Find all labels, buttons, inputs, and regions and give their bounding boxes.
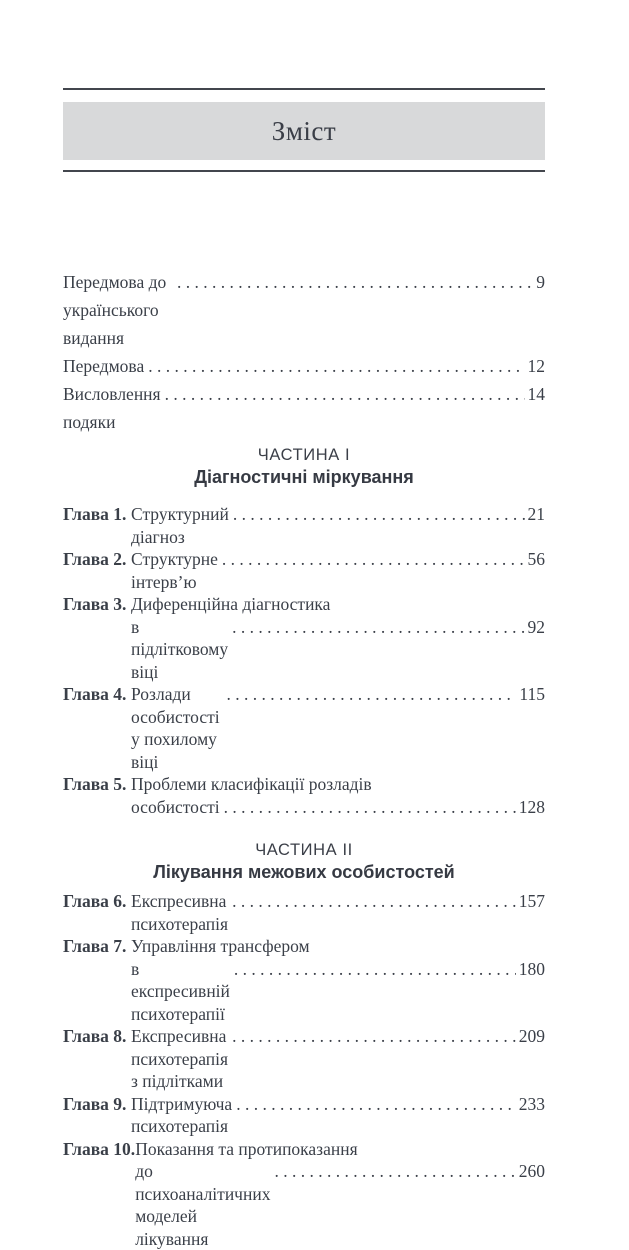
chapter-title-block bbox=[135, 1138, 545, 1250]
chapter-title-block bbox=[131, 683, 545, 773]
header-rule-bottom bbox=[63, 170, 545, 172]
toc-line bbox=[131, 1093, 545, 1138]
chapter-title-text: до психоаналітичних моделей лікування bbox=[135, 1160, 270, 1250]
chapter-number-label: Глава 8. bbox=[63, 1025, 131, 1048]
title-band bbox=[63, 102, 545, 160]
chapter-title-text: Структурне інтерв’ю bbox=[131, 548, 218, 593]
toc-line bbox=[63, 380, 545, 436]
chapter-title-text: в експресивній психотерапії bbox=[131, 958, 230, 1026]
toc-line bbox=[135, 1160, 545, 1250]
chapter-entry bbox=[63, 773, 545, 818]
chapter-title-block bbox=[131, 593, 545, 683]
dot-leader bbox=[177, 268, 533, 296]
chapter-number-label: Глава 9. bbox=[63, 1093, 131, 1116]
chapter-page-number: 209 bbox=[519, 1025, 545, 1048]
toc-line bbox=[63, 352, 545, 380]
chapter-title-block bbox=[131, 890, 545, 935]
chapter-title-block bbox=[131, 548, 545, 593]
front-matter-title: Передмова до українського видання bbox=[63, 268, 173, 352]
toc-line bbox=[131, 958, 545, 1026]
chapter-entry bbox=[63, 503, 545, 548]
toc-line bbox=[131, 890, 545, 935]
dot-leader bbox=[232, 1025, 516, 1048]
dot-leader bbox=[165, 380, 525, 408]
front-matter-page-number: 9 bbox=[536, 268, 545, 296]
chapter-title-text: Структурний діагноз bbox=[131, 503, 229, 548]
part-title: Лікування межових особистостей bbox=[63, 860, 545, 884]
chapter-number-label: Глава 10. bbox=[63, 1138, 135, 1161]
chapter-entry bbox=[63, 593, 545, 683]
chapter-number-label: Глава 2. bbox=[63, 548, 131, 571]
part-title: Діагностичні міркування bbox=[63, 465, 545, 489]
chapter-page-number: 260 bbox=[519, 1160, 545, 1183]
chapter-page-number: 56 bbox=[528, 548, 546, 571]
page-title: Зміст bbox=[272, 116, 336, 147]
chapter-title-line: Показання та протипоказання bbox=[135, 1138, 545, 1161]
front-matter-list bbox=[63, 268, 545, 436]
chapter-title-text: особистості bbox=[131, 796, 220, 819]
toc-line bbox=[131, 503, 545, 548]
chapter-title-block bbox=[131, 773, 545, 818]
front-matter-title: Передмова bbox=[63, 352, 144, 380]
header-rule-top bbox=[63, 88, 545, 90]
chapter-number-label: Глава 5. bbox=[63, 773, 131, 796]
toc-line bbox=[63, 268, 545, 352]
chapter-page-number: 180 bbox=[519, 958, 545, 981]
chapter-number-label: Глава 3. bbox=[63, 593, 131, 616]
toc-line bbox=[131, 796, 545, 819]
toc-body bbox=[63, 268, 545, 1250]
dot-leader bbox=[222, 548, 525, 571]
dot-leader bbox=[148, 352, 524, 380]
chapter-number-label: Глава 6. bbox=[63, 890, 131, 913]
front-matter-page-number: 12 bbox=[528, 352, 546, 380]
chapter-title-text: в підлітковому віці bbox=[131, 616, 228, 684]
chapter-title-line: Управління трансфером bbox=[131, 935, 545, 958]
chapter-entry bbox=[63, 683, 545, 773]
dot-leader bbox=[224, 796, 516, 819]
dot-leader bbox=[274, 1160, 515, 1183]
chapter-number-label: Глава 4. bbox=[63, 683, 131, 706]
parts-list bbox=[63, 445, 545, 1250]
front-matter-page-number: 14 bbox=[528, 380, 546, 408]
toc-part bbox=[63, 840, 545, 1250]
toc-line bbox=[131, 616, 545, 684]
chapter-page-number: 157 bbox=[519, 890, 545, 913]
part-label: ЧАСТИНА II bbox=[63, 840, 545, 860]
dot-leader bbox=[233, 503, 525, 526]
dot-leader bbox=[232, 890, 516, 913]
chapter-title-line: Диференційна діагностика bbox=[131, 593, 545, 616]
chapter-list bbox=[63, 503, 545, 818]
toc-line bbox=[131, 548, 545, 593]
dot-leader bbox=[232, 616, 524, 639]
chapter-page-number: 92 bbox=[528, 616, 546, 639]
chapter-title-text: Експресивна психотерапія bbox=[131, 890, 228, 935]
chapter-page-number: 128 bbox=[519, 796, 545, 819]
chapter-entry bbox=[63, 935, 545, 1025]
front-matter-title: Висловлення подяки bbox=[63, 380, 161, 436]
chapter-entry bbox=[63, 1025, 545, 1093]
dot-leader bbox=[236, 1093, 516, 1116]
dot-leader bbox=[234, 958, 516, 981]
chapter-title-block bbox=[131, 935, 545, 1025]
chapter-page-number: 233 bbox=[519, 1093, 545, 1116]
chapter-title-text: Експресивна психотерапія з підлітками bbox=[131, 1025, 228, 1093]
chapter-title-line: Проблеми класифікації розладів bbox=[131, 773, 545, 796]
chapter-list bbox=[63, 890, 545, 1250]
chapter-entry bbox=[63, 890, 545, 935]
chapter-title-text: Розлади особистості у похилому віці bbox=[131, 683, 222, 773]
part-label: ЧАСТИНА I bbox=[63, 445, 545, 465]
chapter-page-number: 115 bbox=[519, 683, 545, 706]
chapter-number-label: Глава 7. bbox=[63, 935, 131, 958]
toc-part bbox=[63, 445, 545, 818]
chapter-entry bbox=[63, 1093, 545, 1138]
toc-line bbox=[131, 1025, 545, 1093]
chapter-title-block bbox=[131, 1093, 545, 1138]
toc-line bbox=[131, 683, 545, 773]
chapter-entry bbox=[63, 1138, 545, 1250]
chapter-title-block bbox=[131, 1025, 545, 1093]
chapter-title-text: Підтримуюча психотерапія bbox=[131, 1093, 232, 1138]
chapter-title-block bbox=[131, 503, 545, 548]
chapter-entry bbox=[63, 548, 545, 593]
chapter-page-number: 21 bbox=[528, 503, 546, 526]
dot-leader bbox=[226, 683, 516, 706]
chapter-number-label: Глава 1. bbox=[63, 503, 131, 526]
